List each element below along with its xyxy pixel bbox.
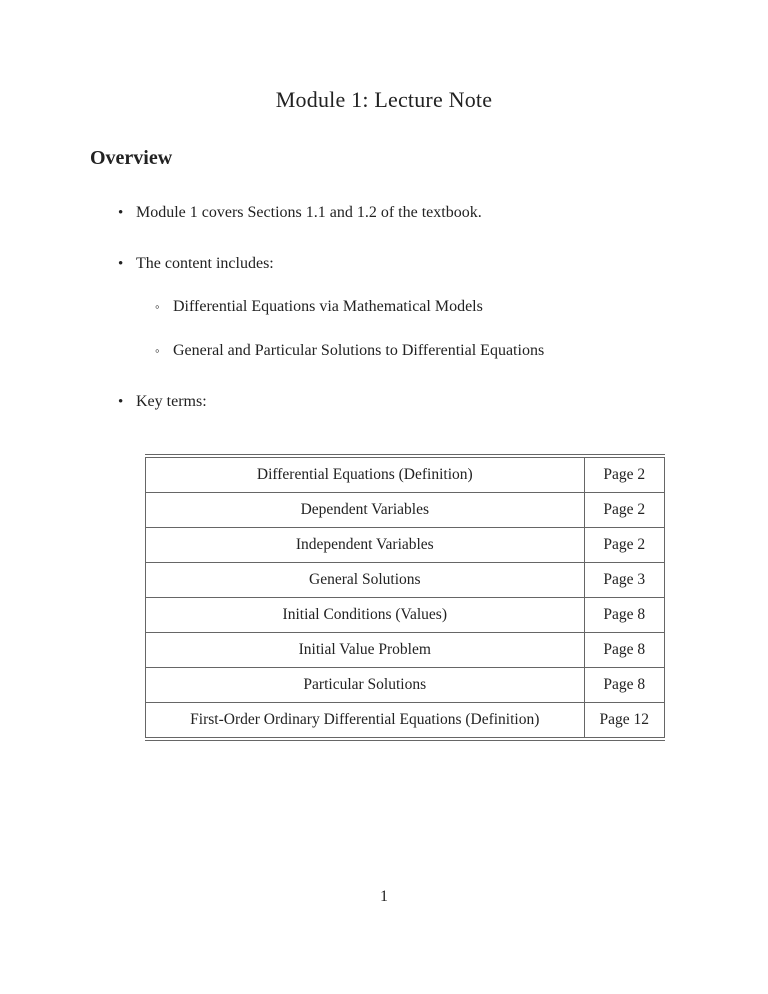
list-item [118, 203, 768, 222]
sub-bullet-text: Differential Equations via Mathematical Models [173, 298, 483, 316]
term-cell: Particular Solutions [146, 667, 585, 702]
sub-bullet-text: General and Particular Solutions to Differential Equations [173, 341, 545, 359]
page-cell: Page 8 [584, 597, 664, 632]
table-row [146, 562, 665, 597]
bullet-disc-icon: • [118, 393, 124, 410]
page-cell: Page 8 [584, 632, 664, 667]
term-cell: First-Order Ordinary Differential Equations (Definition) [146, 702, 585, 737]
term-cell: Initial Conditions (Values) [146, 597, 585, 632]
key-terms-table [145, 457, 665, 738]
table-row [146, 597, 665, 632]
term-cell: Differential Equations (Definition) [146, 457, 585, 492]
table-row [146, 702, 665, 737]
term-cell: General Solutions [146, 562, 585, 597]
page-cell: Page 8 [584, 667, 664, 702]
list-item [155, 297, 768, 316]
table-row [146, 492, 665, 527]
page-cell: Page 12 [584, 702, 664, 737]
bullet-text: Key terms: [136, 392, 207, 410]
page-cell: Page 2 [584, 527, 664, 562]
page-title: Module 1: Lecture Note [275, 87, 493, 112]
list-item [155, 341, 768, 360]
table-row [146, 667, 665, 702]
page-cell: Page 3 [584, 562, 664, 597]
term-cell: Dependent Variables [146, 492, 585, 527]
table-row [146, 632, 665, 667]
bullet-disc-icon: • [118, 256, 124, 273]
page-cell: Page 2 [584, 457, 664, 492]
table-row [146, 527, 665, 562]
bullet-circle-icon: ◦ [155, 342, 160, 358]
page-number: 1 [380, 888, 388, 905]
list-item [118, 254, 768, 273]
overview-bullet-list [0, 203, 768, 411]
bullet-text: The content includes: [136, 255, 274, 273]
overview-heading: Overview [90, 147, 173, 169]
bullet-circle-icon: ◦ [155, 299, 160, 315]
bullet-text: Module 1 covers Sections 1.1 and 1.2 of the textbook. [136, 204, 482, 221]
term-cell: Independent Variables [146, 527, 585, 562]
page-cell: Page 2 [584, 492, 664, 527]
key-terms-table-frame [145, 454, 665, 741]
table-row [146, 457, 665, 492]
bullet-disc-icon: • [118, 205, 124, 221]
list-item [118, 392, 768, 411]
term-cell: Initial Value Problem [146, 632, 585, 667]
